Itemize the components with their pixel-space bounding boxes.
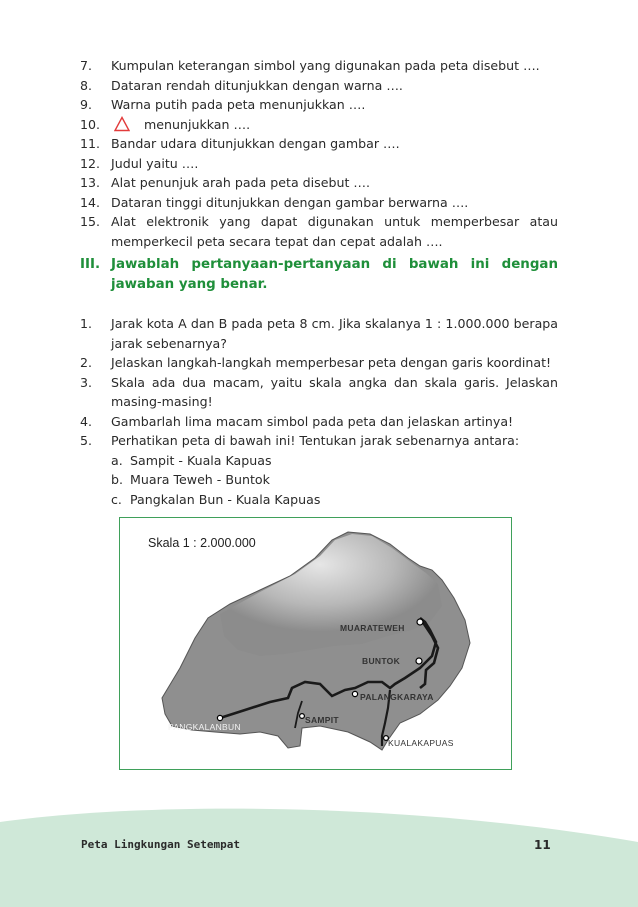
- question-number: 1.: [80, 316, 93, 331]
- question-text: Warna putih pada peta menunjukkan ….: [111, 97, 366, 112]
- essay-question-item: [80, 431, 558, 509]
- question-text: Kumpulan keterangan simbol yang digunakan pada peta disebut ….: [111, 58, 540, 73]
- question-text: Jarak kota A dan B pada peta 8 cm. Jika skalanya 1 : 1.000.000 berapa jarak sebenarnya?: [111, 316, 558, 351]
- section-heading: [80, 255, 558, 295]
- city-marker: [300, 714, 305, 719]
- sub-item-letter: a.: [111, 452, 123, 468]
- question-item: [80, 173, 558, 193]
- question-number: 5.: [80, 433, 93, 448]
- page-number: 11: [534, 838, 551, 852]
- question-item: [80, 134, 558, 154]
- city-label-palangkaraya: PALANGKARAYA: [360, 692, 434, 702]
- question-item: [80, 193, 558, 213]
- city-marker: [416, 658, 422, 664]
- question-text: Gambarlah lima macam simbol pada peta dan jelaskan artinya!: [111, 413, 514, 429]
- sub-item: [111, 451, 558, 471]
- sub-item-letter: b.: [111, 472, 123, 487]
- city-marker: [352, 691, 357, 696]
- question-number: 2.: [80, 355, 93, 370]
- section-title: Jawablah pertanyaan-pertanyaan di bawah ini dengan jawaban yang benar.: [111, 257, 558, 292]
- essay-question-item: [80, 353, 558, 373]
- question-number: 3.: [80, 374, 93, 390]
- question-number: 9.: [80, 97, 93, 112]
- question-number: 7.: [80, 58, 93, 73]
- sub-item-text: Pangkalan Bun - Kuala Kapuas: [130, 491, 321, 507]
- question-text: Skala ada dua macam, yaitu skala angka dan skala garis. Jelaskan masing-masing!: [111, 374, 558, 409]
- question-text: Perhatikan peta di bawah ini! Tentukan jarak sebenarnya antara:: [111, 433, 520, 448]
- map-scale-label: Skala 1 : 2.000.000: [148, 536, 256, 550]
- city-label-pangkalanbun: PANGKALANBUN: [168, 722, 241, 732]
- question-number: 12.: [80, 155, 101, 171]
- city-marker: [217, 715, 222, 720]
- city-label-muarateweh: MUARATEWEH: [340, 623, 405, 633]
- question-text: Dataran tinggi ditunjukkan dengan gambar berwarna ….: [111, 194, 469, 210]
- sub-item-text: Muara Teweh - Buntok: [130, 472, 270, 487]
- question-text-with-symbol: [111, 115, 558, 135]
- question-text: Alat elektronik yang dapat digunakan untuk memperbesar atau memperkecil peta secara tepat dan cepat adalah ….: [111, 214, 558, 249]
- question-text: menunjukkan ….: [144, 116, 251, 132]
- footer-title: Peta Lingkungan Setempat: [81, 838, 240, 851]
- question-text: Alat penunjuk arah pada peta disebut ….: [111, 175, 370, 190]
- question-number: 10.: [80, 116, 101, 132]
- essay-question-item: [80, 412, 558, 432]
- question-item: [80, 56, 558, 76]
- question-item: [80, 95, 558, 115]
- question-list-part2: [80, 56, 558, 251]
- essay-question-list: [80, 314, 558, 509]
- question-item: [80, 115, 558, 135]
- kalimantan-tengah-map: [120, 518, 512, 770]
- sub-item-text: Sampit - Kuala Kapuas: [130, 452, 272, 468]
- footer-wave: [0, 800, 638, 907]
- essay-question-item: [80, 373, 558, 412]
- city-label-sampit: SAMPIT: [305, 715, 339, 725]
- question-number: 13.: [80, 175, 101, 190]
- sub-item-letter: c.: [111, 491, 122, 507]
- question-text: Bandar udara ditunjukkan dengan gambar ….: [111, 136, 400, 151]
- question-number: 15.: [80, 214, 101, 229]
- section-number: III.: [80, 257, 101, 272]
- triangle-symbol-icon: [114, 116, 130, 132]
- map-figure: [119, 517, 512, 770]
- question-text: Judul yaitu ….: [111, 155, 199, 171]
- question-text: Dataran rendah ditunjukkan dengan warna ….: [111, 77, 403, 93]
- question-text: Jelaskan langkah-langkah memperbesar peta dengan garis koordinat!: [111, 355, 552, 370]
- city-label-kualakapuas: KUALAKAPUAS: [388, 738, 454, 748]
- question-item: [80, 212, 558, 251]
- question-item: [80, 154, 558, 174]
- question-item: [80, 76, 558, 96]
- city-label-buntok: BUNTOK: [362, 656, 401, 666]
- question-number: 11.: [80, 136, 101, 151]
- question-number: 4.: [80, 413, 93, 429]
- essay-question-item: [80, 314, 558, 353]
- sub-item: [111, 490, 558, 510]
- sub-item: [111, 470, 558, 490]
- question-number: 14.: [80, 194, 101, 210]
- city-marker: [417, 619, 423, 625]
- question-number: 8.: [80, 77, 93, 93]
